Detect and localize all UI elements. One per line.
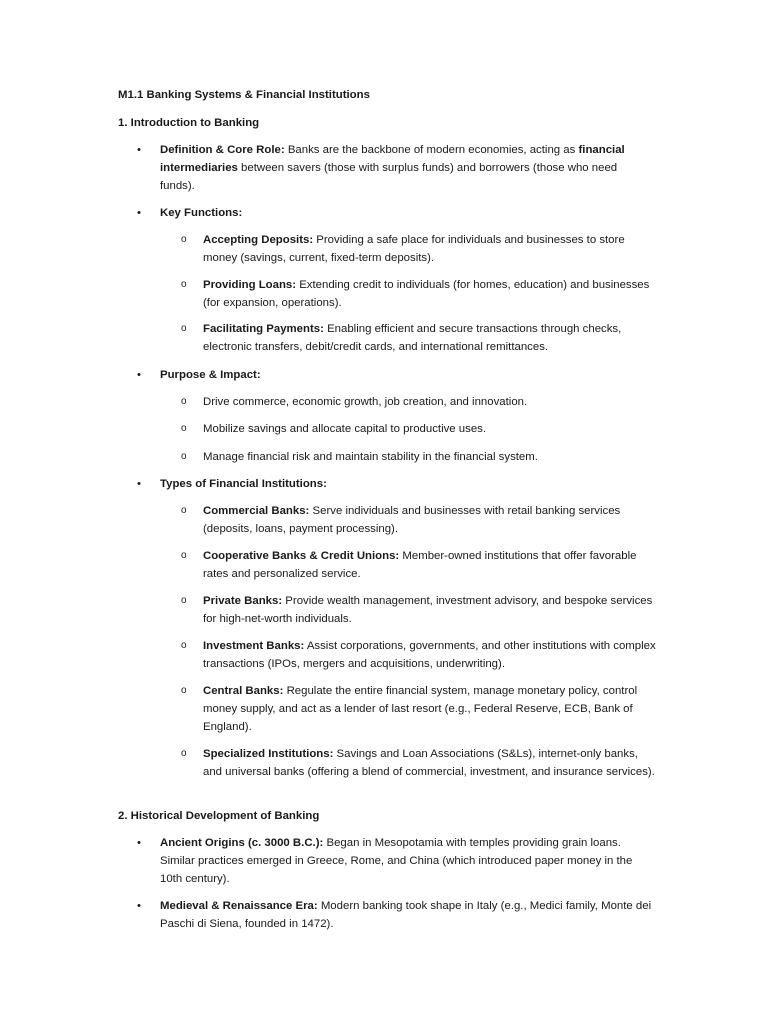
item-text: between savers (those with surplus funds) and borrowers (those who need funds). bbox=[160, 162, 618, 192]
sub-item-purpose bbox=[181, 420, 658, 438]
list-item-key-functions bbox=[137, 204, 655, 222]
list-item-definition bbox=[137, 141, 655, 195]
item-label: Commercial Banks: bbox=[203, 505, 310, 517]
item-text: Providing a safe place for individuals and businesses to store money (savings, current, fixed-term deposits). bbox=[203, 234, 625, 264]
bullet-circle: o bbox=[181, 748, 187, 759]
item-label: Ancient Origins (c. 3000 B.C.): bbox=[160, 837, 324, 849]
item-text: Mobilize savings and allocate capital to productive uses. bbox=[203, 423, 487, 435]
bullet-circle: o bbox=[181, 279, 187, 290]
item-text: Member-owned institutions that offer favorable rates and personalized service. bbox=[203, 550, 637, 580]
bullet-circle: o bbox=[181, 451, 187, 462]
list-item-ancient-origins bbox=[137, 834, 655, 888]
sub-item-private-banks bbox=[181, 592, 658, 628]
list-item-types bbox=[137, 475, 655, 493]
bullet-disc: • bbox=[137, 837, 141, 849]
bullet-circle: o bbox=[181, 396, 187, 407]
sub-item-purpose bbox=[181, 393, 658, 411]
item-text: Serve individuals and businesses with retail banking services (deposits, loans, payment processing). bbox=[203, 505, 621, 535]
bullet-disc: • bbox=[137, 478, 141, 490]
sub-item-purpose bbox=[181, 448, 658, 466]
bullet-circle: o bbox=[181, 234, 187, 245]
bullet-circle: o bbox=[181, 423, 187, 434]
item-label: Investment Banks: bbox=[203, 640, 305, 652]
bullet-circle: o bbox=[181, 323, 187, 334]
item-label: Specialized Institutions: bbox=[203, 748, 334, 760]
item-text: Enabling efficient and secure transactions through checks, electronic transfers, debit/credit cards, and international remittances. bbox=[203, 323, 622, 353]
bullet-disc: • bbox=[137, 144, 141, 156]
item-label: Providing Loans: bbox=[203, 279, 297, 291]
item-text: Regulate the entire financial system, manage monetary policy, control money supply, and act as a lender of last resort (e.g., Federal Reserve, ECB, Bank of England). bbox=[203, 685, 638, 733]
item-label: Definition & Core Role: bbox=[160, 144, 285, 156]
sub-item-facilitating-payments bbox=[181, 320, 658, 356]
sub-item-accepting-deposits bbox=[181, 231, 658, 267]
item-text: Began in Mesopotamia with temples providing grain loans. Similar practices emerged in Greece, Rome, and China (which introduced paper money in the 10th century). bbox=[160, 837, 633, 885]
bullet-disc: • bbox=[137, 369, 141, 381]
item-text: Savings and Loan Associations (S&Ls), internet-only banks, and universal banks (offering a blend of commercial, investment, and insurance services). bbox=[203, 748, 655, 778]
item-text: Provide wealth management, investment advisory, and bespoke services for high-net-worth individuals. bbox=[203, 595, 653, 625]
item-text: Manage financial risk and maintain stability in the financial system. bbox=[203, 451, 538, 463]
sub-item-commercial-banks bbox=[181, 502, 658, 538]
sub-item-specialized-institutions bbox=[181, 745, 658, 781]
sub-item-providing-loans bbox=[181, 276, 658, 312]
bullet-circle: o bbox=[181, 640, 187, 651]
bullet-disc: • bbox=[137, 900, 141, 912]
item-text: Extending credit to individuals (for homes, education) and businesses (for expansion, operations). bbox=[203, 279, 650, 309]
item-label: Private Banks: bbox=[203, 595, 283, 607]
item-text: Drive commerce, economic growth, job creation, and innovation. bbox=[203, 396, 528, 408]
item-label: Facilitating Payments: bbox=[203, 323, 324, 335]
item-text: Modern banking took shape in Italy (e.g., Medici family, Monte dei Paschi di Siena, founded in 1472). bbox=[160, 900, 652, 930]
sub-item-central-banks bbox=[181, 682, 658, 736]
list-item-medieval-renaissance bbox=[137, 897, 655, 933]
page-title: M1.1 Banking Systems & Financial Institutions bbox=[118, 89, 370, 101]
item-text: Assist corporations, governments, and other institutions with complex transactions (IPOs, mergers and acquisitions, underwriting). bbox=[203, 640, 656, 670]
bullet-circle: o bbox=[181, 505, 187, 516]
item-label: Types of Financial Institutions: bbox=[160, 478, 327, 490]
item-label: Central Banks: bbox=[203, 685, 284, 697]
bullet-circle: o bbox=[181, 550, 187, 561]
section-heading-intro: 1. Introduction to Banking bbox=[118, 117, 260, 129]
item-label: Medieval & Renaissance Era: bbox=[160, 900, 318, 912]
item-label: Cooperative Banks & Credit Unions: bbox=[203, 550, 400, 562]
section-heading-history: 2. Historical Development of Banking bbox=[118, 810, 320, 822]
sub-item-investment-banks bbox=[181, 637, 658, 673]
bullet-disc: • bbox=[137, 207, 141, 219]
item-label: Key Functions: bbox=[160, 207, 243, 219]
list-item-purpose-impact bbox=[137, 366, 655, 384]
item-label: Purpose & Impact: bbox=[160, 369, 261, 381]
bullet-circle: o bbox=[181, 595, 187, 606]
sub-item-cooperative-banks bbox=[181, 547, 658, 583]
bullet-circle: o bbox=[181, 685, 187, 696]
item-label: Accepting Deposits: bbox=[203, 234, 314, 246]
item-text: Banks are the backbone of modern economies, acting as bbox=[284, 144, 579, 156]
item-bold-term: financial intermediaries bbox=[160, 144, 625, 174]
